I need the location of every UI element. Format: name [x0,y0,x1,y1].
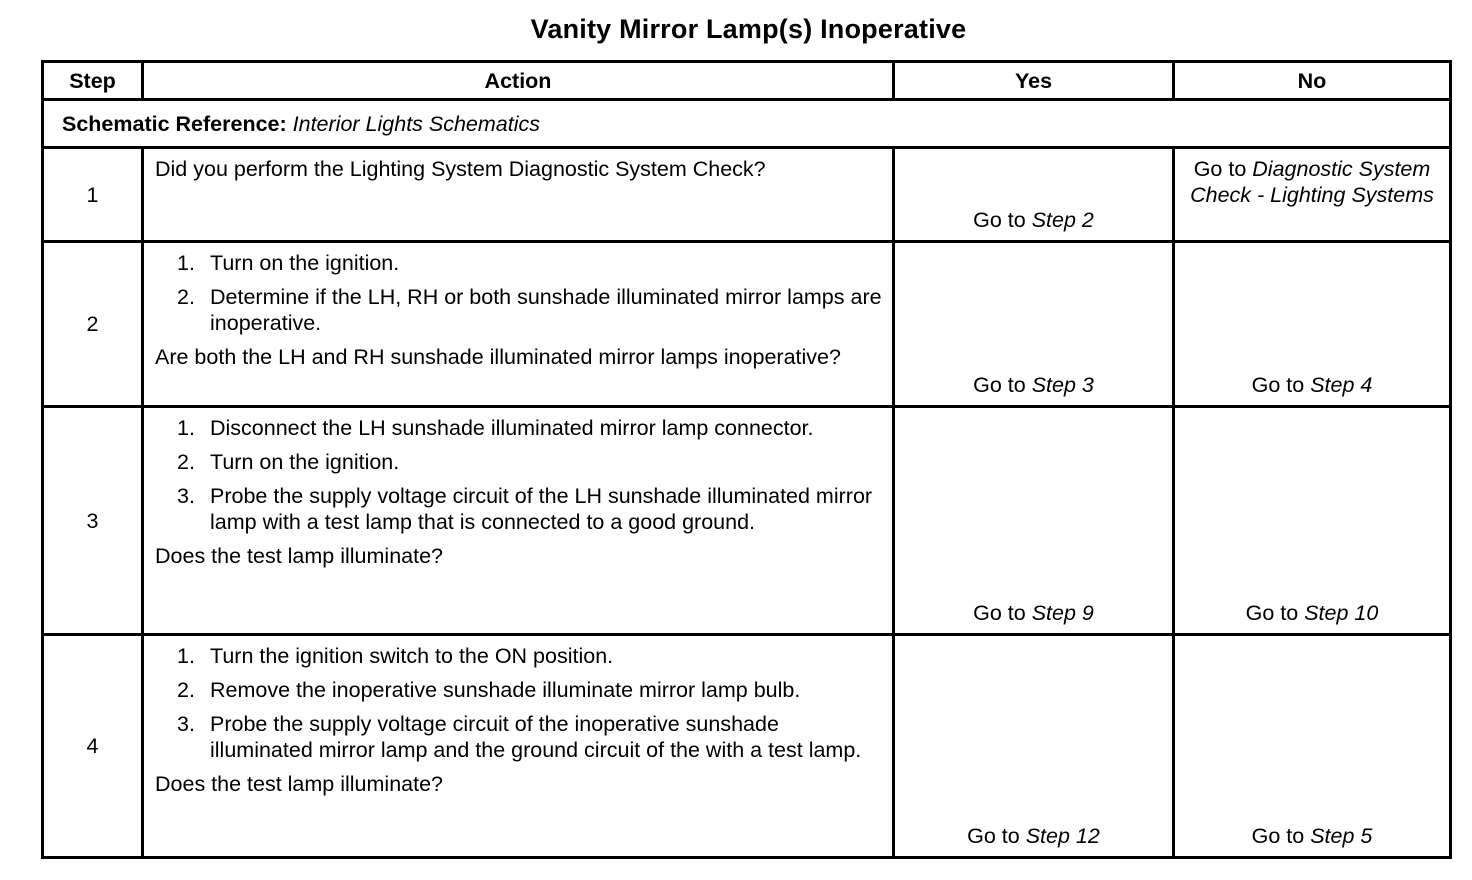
action-question: Does the test lamp illuminate? [155,772,444,796]
item-text: Remove the inoperative sunshade illuminate mirror lamp bulb. [210,678,801,702]
action-steps [155,250,882,336]
no-prefix: Go to [1245,601,1299,625]
no-cell [1174,635,1451,858]
header-action: Action [143,62,894,100]
item-text: Probe the supply voltage circuit of the LH sunshade illuminated mirror lamp with a test lamp that is connected to a good ground. [210,484,873,534]
action-cell [143,407,894,635]
yes-cell [894,635,1174,858]
list-item [155,711,882,763]
action-steps [155,643,882,763]
item-number: 3. [177,484,195,508]
step-number: 3 [43,407,143,635]
yes-cell [894,407,1174,635]
yes-prefix: Go to [973,373,1026,397]
header-step: Step [43,62,143,100]
no-cell [1174,242,1451,407]
schematic-label: Schematic Reference: [62,111,287,136]
table-row [43,635,1451,858]
yes-prefix: Go to [973,601,1026,625]
table-row [43,242,1451,407]
schematic-row [43,100,1451,148]
item-number: 2. [177,678,195,702]
header-no: No [1174,62,1451,100]
item-text: Turn on the ignition. [210,251,400,275]
yes-prefix: Go to [967,824,1020,848]
yes-target: Step 2 [1031,208,1094,232]
action-steps [155,415,882,535]
action-question: Did you perform the Lighting System Diagnostic System Check? [155,157,766,181]
schematic-reference [43,100,1451,148]
list-item [155,643,882,669]
no-cell [1174,407,1451,635]
page-title: Vanity Mirror Lamp(s) Inoperative [530,14,967,44]
yes-cell [894,242,1174,407]
action-question: Are both the LH and RH sunshade illuminated mirror lamps inoperative? [155,345,841,369]
no-target: Diagnostic System Check - Lighting Systems [1190,157,1434,207]
yes-target: Step 9 [1031,601,1094,625]
no-target: Step 4 [1310,373,1373,397]
no-prefix: Go to [1251,824,1305,848]
no-cell [1174,148,1451,242]
yes-cell [894,148,1174,242]
item-text: Turn the ignition switch to the ON position. [210,644,614,668]
list-item [155,677,882,703]
item-number: 1. [177,251,195,275]
item-number: 3. [177,712,195,736]
yes-prefix: Go to [973,208,1026,232]
step-number: 4 [43,635,143,858]
table-row [43,148,1451,242]
item-text: Turn on the ignition. [210,450,400,474]
list-item [155,449,882,475]
action-question: Does the test lamp illuminate? [155,544,444,568]
header-row [43,62,1451,100]
item-number: 2. [177,450,195,474]
yes-target: Step 3 [1031,373,1094,397]
step-number: 2 [43,242,143,407]
item-number: 1. [177,644,195,668]
list-item [155,250,882,276]
list-item [155,415,882,441]
list-item [155,483,882,535]
item-text: Determine if the LH, RH or both sunshade illuminated mirror lamps are inoperative. [210,285,882,335]
item-number: 1. [177,416,195,440]
list-item [155,284,882,336]
step-number: 1 [43,148,143,242]
no-prefix: Go to [1251,373,1305,397]
item-text: Probe the supply voltage circuit of the inoperative sunshade illuminated mirror lamp and the ground circuit of the with a test lamp. [210,712,862,762]
action-cell [143,242,894,407]
item-text: Disconnect the LH sunshade illuminated mirror lamp connector. [210,416,814,440]
action-cell [143,635,894,858]
table-row [43,407,1451,635]
action-cell [143,148,894,242]
item-number: 2. [177,285,195,309]
diagnostic-table [41,60,1452,859]
schematic-value: Interior Lights Schematics [292,111,541,136]
no-prefix: Go to [1193,157,1247,181]
header-yes: Yes [894,62,1174,100]
no-target: Step 10 [1304,601,1379,625]
no-target: Step 5 [1310,824,1373,848]
yes-target: Step 12 [1025,824,1100,848]
